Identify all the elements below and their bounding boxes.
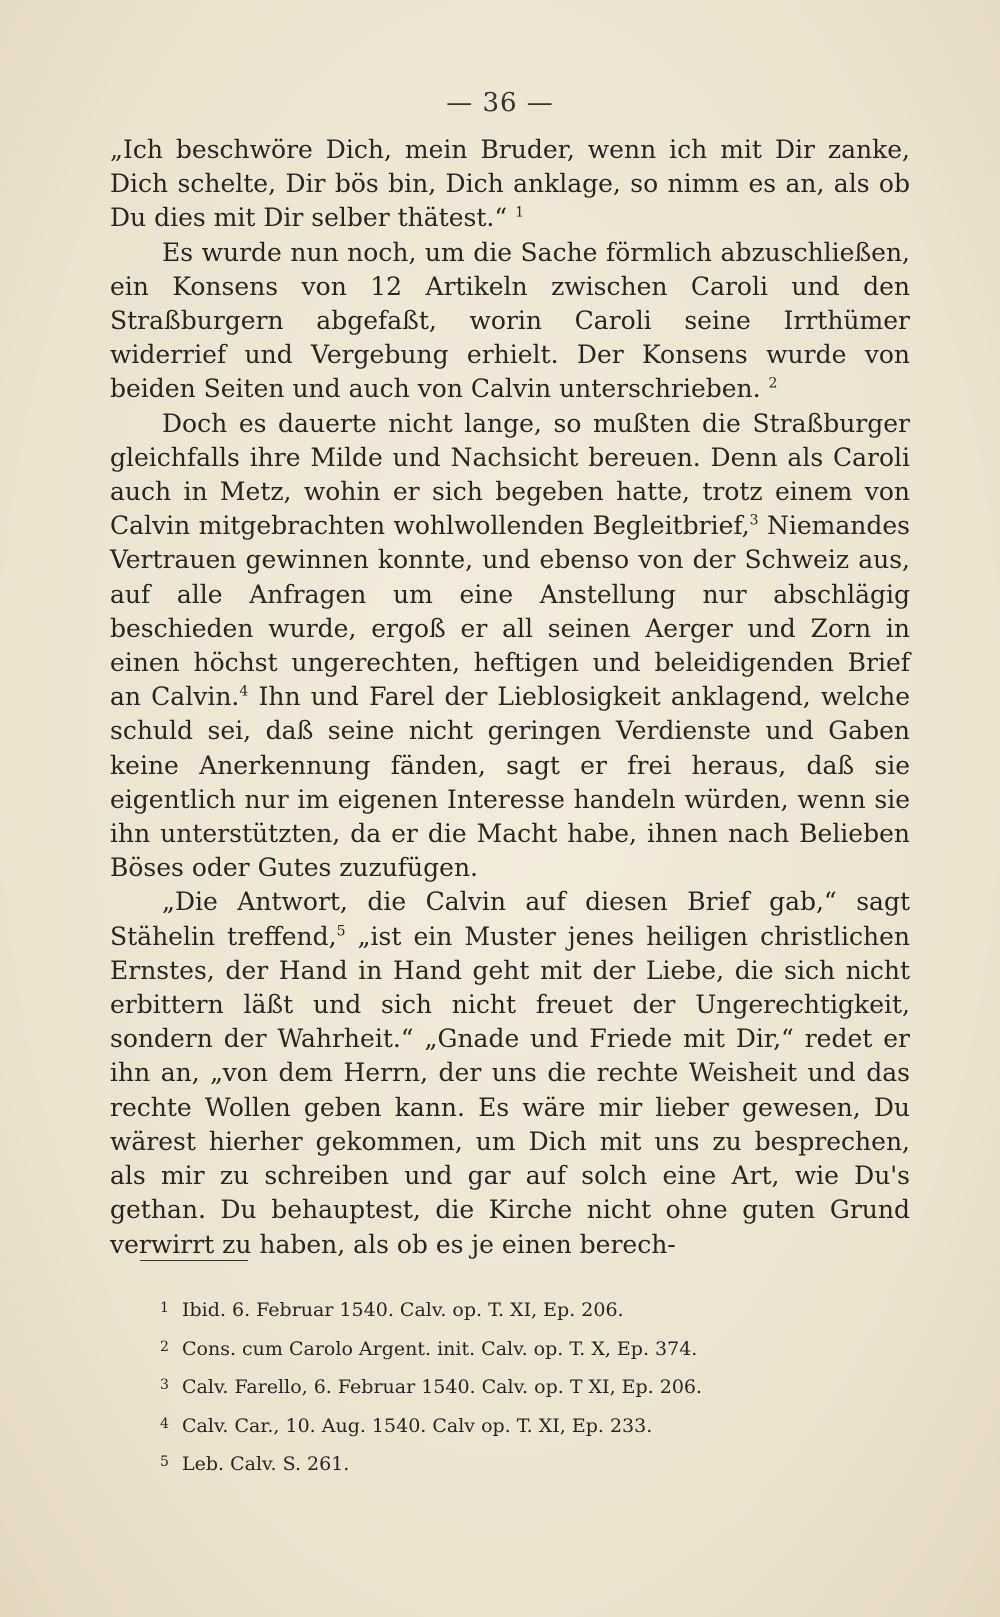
footnote [160, 1406, 860, 1445]
paragraph-3-text-a: Doch es dauerte nicht lange, so mußten die Straßburger gleichfalls ihre Milde und Nachsicht bereuen. Denn als Caroli auch in Metz, wohin er sich begeben hatte, trotz einem von Calvin mitgebrachten wohlwollenden Begleitbrief, [110, 408, 910, 541]
footnote-ref-5: 5 [336, 923, 346, 940]
footnote-text: Ibid. 6. Februar 1540. Calv. op. T. XI, Ep. 206. [182, 1299, 624, 1321]
footnote-ref-2: 2 [768, 376, 778, 393]
footnote [160, 1367, 860, 1406]
footnote-mark: 4 [160, 1415, 169, 1432]
footnote-mark: 2 [160, 1338, 169, 1355]
footnote-mark: 1 [160, 1300, 169, 1316]
footnote-divider [140, 1260, 248, 1261]
footnote [160, 1329, 860, 1368]
footnote-mark: 3 [160, 1377, 169, 1393]
paragraph-1 [110, 133, 910, 236]
paragraph-3-text-c: Ihn und Farel der Lieblosigkeit anklagend, welche schuld sei, daß seine nicht geringen Verdienste und Gaben keine Anerkennung fänden, sagt er frei heraus, daß sie eigentlich nur im eigenen Interesse handeln würden, wenn sie ihn unterstützten, da er die Macht habe, ihnen nach Belieben Böses oder Gutes zuzufügen. [110, 682, 911, 883]
footnote-ref-1: 1 [515, 205, 524, 222]
paragraph-3-text-b: Niemandes Vertrauen gewinnen konnte, und ebenso von der Schweiz aus, auf alle Anfragen um eine Anstellung nur abschlägig beschieden wurde, ergoß er all seinen Aerger und Zorn in einen höchst ungerechten, heftigen und beleidigenden Brief an Calvin. [110, 511, 910, 712]
paragraph-2-text: Es wurde nun noch, um die Sache förmlich abzuschließen, ein Konsens von 12 Artikeln zwischen Caroli und den Straßburgern abgefaßt, worin Caroli seine Irrthümer widerrief und Vergebung erhielt. Der Konsens wurde von beiden Seiten und auch von Calvin unterschrieben. [110, 237, 910, 404]
main-text [110, 133, 910, 1262]
paragraph-3 [110, 407, 910, 886]
footnote-ref-4: 4 [239, 683, 249, 700]
footnote-text: Calv. Car., 10. Aug. 1540. Calv op. T. XI, Ep. 233. [182, 1414, 653, 1437]
paragraph-4 [110, 885, 910, 1261]
footnote-text: Calv. Farello, 6. Februar 1540. Calv. op. T XI, Ep. 206. [182, 1376, 703, 1398]
footnote-mark: 5 [160, 1454, 169, 1470]
footnote-text: Leb. Calv. S. 261. [182, 1453, 350, 1475]
footnote [160, 1444, 860, 1483]
paragraph-4-text-a: „Die Antwort, die Calvin auf diesen Brief gab,“ sagt Stähelin treffend, [110, 887, 910, 951]
paragraph-4-text-b: „ist ein Muster jenes heiligen christlichen Ernstes, der Hand in Hand geht mit der Liebe, die sich nicht erbittern läßt und sich nicht freuet der Ungerechtigkeit, sondern der Wahrheit.“ „Gnade und Friede mit Dir,“ redet er ihn an, „von dem Herrn, der uns die rechte Weisheit und das rechte Wollen geben kann. Es wäre mir lieber gewesen, Du wärest hierher gekommen, um Dich mit uns zu besprechen, als mir zu schreiben und gar auf solch eine Art, wie Du's gethan. Du behauptest, die Kirche nicht ohne guten Grund verwirrt zu haben, als ob es je einen berech- [110, 921, 910, 1259]
paragraph-2 [110, 236, 910, 407]
footnotes [160, 1290, 860, 1483]
page-number: — 36 — [446, 88, 554, 118]
paragraph-1-text: „Ich beschwöre Dich, mein Bruder, wenn ich mit Dir zanke, Dich schelte, Dir bös bin, Dich anklage, so nimm es an, als ob Du dies mit Dir selber thätest.“ [110, 135, 910, 233]
footnote-text: Cons. cum Carolo Argent. init. Calv. op. T. X, Ep. 374. [182, 1337, 698, 1360]
footnote [160, 1290, 860, 1329]
footnote-ref-3: 3 [749, 512, 759, 529]
